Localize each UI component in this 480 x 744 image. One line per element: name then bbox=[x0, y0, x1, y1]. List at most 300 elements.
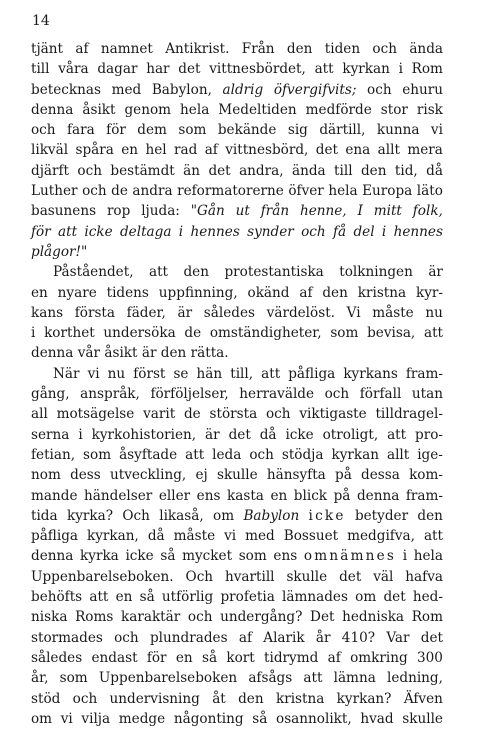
word: bevisa, bbox=[367, 325, 416, 342]
word: och bbox=[31, 122, 56, 139]
word: niska bbox=[31, 609, 68, 626]
word: omständigheter, bbox=[209, 325, 322, 342]
word: stöd bbox=[31, 690, 61, 707]
word: öfver bbox=[288, 183, 324, 200]
word: "Gån bbox=[190, 203, 225, 220]
word: år, bbox=[31, 670, 49, 687]
word: fäder, bbox=[126, 304, 166, 321]
word: vittnesbörd, bbox=[225, 142, 309, 159]
word: fara bbox=[66, 122, 95, 139]
word: rätta. bbox=[190, 345, 229, 362]
word: och bbox=[372, 41, 397, 57]
word: och bbox=[82, 183, 107, 200]
word: Babylon, bbox=[151, 81, 212, 98]
word: ens bbox=[196, 487, 221, 504]
word: Alarik bbox=[263, 629, 305, 646]
word: och bbox=[77, 162, 102, 179]
word: rop bbox=[106, 203, 131, 220]
word: tilldragel- bbox=[375, 406, 443, 423]
word: osannolikt, bbox=[276, 710, 352, 727]
word: påfliga bbox=[31, 528, 79, 545]
word: utan bbox=[411, 386, 443, 403]
word: det bbox=[178, 61, 201, 78]
word: kyrkan, bbox=[87, 528, 139, 545]
word: att bbox=[423, 325, 443, 342]
word: sig bbox=[287, 122, 308, 139]
word: lämnades bbox=[282, 589, 348, 606]
word: denna bbox=[356, 487, 400, 504]
word: basunens bbox=[31, 203, 97, 220]
word: någonting bbox=[173, 710, 244, 727]
word: blick bbox=[293, 487, 328, 504]
word: händelser bbox=[84, 487, 153, 504]
word: nom bbox=[31, 467, 61, 484]
word: andra bbox=[132, 183, 173, 200]
word: Uppenbarelseboken. bbox=[31, 568, 174, 585]
text-line bbox=[31, 364, 443, 384]
word: risk bbox=[416, 101, 443, 118]
text-line bbox=[31, 425, 443, 445]
word: tiden bbox=[324, 41, 361, 57]
word: all bbox=[31, 406, 48, 423]
word: af bbox=[238, 629, 252, 646]
word: folk, bbox=[412, 203, 443, 220]
word: motsägelse bbox=[56, 406, 135, 423]
text-line bbox=[31, 668, 443, 688]
word: väl bbox=[373, 568, 394, 585]
word: hän bbox=[196, 365, 223, 382]
word: vi bbox=[224, 528, 237, 545]
word: och bbox=[265, 406, 291, 423]
word: Rom bbox=[411, 61, 443, 78]
word: så bbox=[201, 649, 218, 666]
word: skulle bbox=[402, 710, 443, 727]
text-line bbox=[31, 181, 443, 201]
word: och bbox=[367, 81, 392, 98]
word: Roms bbox=[75, 609, 114, 626]
word: plundrades bbox=[149, 629, 228, 646]
word: åt bbox=[212, 690, 226, 707]
word: tida bbox=[31, 507, 58, 524]
word: 410? bbox=[341, 629, 376, 646]
word: Europa bbox=[362, 183, 413, 200]
word: läto bbox=[416, 183, 443, 200]
word: viktigaste bbox=[299, 406, 367, 423]
word: undervisning bbox=[109, 690, 200, 707]
text-line bbox=[31, 201, 443, 221]
text-line bbox=[31, 222, 443, 242]
word: allt bbox=[377, 142, 400, 159]
text-line bbox=[31, 506, 443, 526]
text-line bbox=[31, 465, 443, 485]
word: i bbox=[178, 223, 184, 240]
word: mera bbox=[407, 142, 443, 159]
word: vår bbox=[77, 345, 101, 362]
word: den bbox=[183, 264, 209, 281]
word: Var bbox=[386, 629, 410, 646]
word: kyr- bbox=[415, 284, 443, 301]
word: eller bbox=[158, 487, 191, 504]
word: Det bbox=[310, 609, 335, 626]
word: Och bbox=[122, 507, 150, 524]
word: en bbox=[270, 487, 288, 504]
word: behöfts bbox=[31, 589, 83, 606]
word: det bbox=[228, 426, 251, 443]
word: om bbox=[213, 507, 235, 524]
word: undersöka bbox=[103, 325, 176, 342]
word: med bbox=[111, 81, 142, 98]
word: kyrka? bbox=[66, 507, 114, 524]
word: ens bbox=[273, 548, 298, 565]
word: och bbox=[301, 223, 326, 240]
word: är bbox=[428, 264, 443, 281]
word: vi bbox=[60, 710, 73, 727]
text-line bbox=[31, 689, 443, 709]
word: icke bbox=[84, 223, 113, 240]
word: Från bbox=[241, 41, 275, 57]
word: och bbox=[72, 690, 98, 707]
word: dessa bbox=[361, 467, 400, 484]
word: således bbox=[31, 649, 83, 666]
word: åsikt bbox=[104, 345, 138, 362]
word: stödja bbox=[281, 446, 324, 463]
word: kristna bbox=[357, 284, 407, 301]
word: det bbox=[383, 589, 406, 606]
word: förfall bbox=[359, 386, 402, 403]
word: största bbox=[209, 406, 258, 423]
word: och bbox=[187, 609, 213, 626]
word: ige- bbox=[417, 446, 443, 463]
word: rad bbox=[174, 142, 198, 159]
word: de bbox=[183, 406, 201, 423]
text-line bbox=[31, 323, 443, 343]
word: är bbox=[177, 304, 193, 321]
word: att bbox=[89, 589, 109, 606]
word: herravälde bbox=[239, 386, 315, 403]
word: varit bbox=[143, 406, 176, 423]
word: måste bbox=[173, 528, 216, 545]
word: hennes bbox=[393, 223, 443, 240]
word: det bbox=[208, 162, 231, 179]
word: som bbox=[238, 548, 267, 565]
word: och bbox=[249, 446, 274, 463]
word: aldrig bbox=[222, 81, 264, 98]
word: kyrkohistorien, bbox=[91, 426, 197, 443]
word: fram- bbox=[405, 365, 443, 382]
word: att bbox=[261, 365, 281, 382]
word: synder bbox=[247, 223, 294, 240]
word: denna bbox=[31, 101, 74, 118]
word: reformatorerne bbox=[177, 183, 284, 200]
word: få bbox=[333, 223, 347, 240]
word: den bbox=[417, 507, 443, 524]
word: dem bbox=[137, 122, 167, 139]
word: protestantiska bbox=[224, 264, 324, 281]
word: och bbox=[114, 629, 139, 646]
word: vilja bbox=[81, 710, 111, 727]
word: och bbox=[324, 386, 350, 403]
text-line bbox=[31, 283, 443, 303]
word: de bbox=[111, 183, 128, 200]
word: bestämdt bbox=[110, 162, 175, 179]
word: som bbox=[59, 670, 88, 687]
word: så bbox=[139, 589, 155, 606]
word: medgifva, bbox=[347, 528, 415, 545]
word: karaktär bbox=[121, 609, 181, 626]
word: kyrkans bbox=[343, 365, 398, 382]
word: denna bbox=[31, 548, 74, 565]
word: till, bbox=[230, 365, 254, 382]
word: våra bbox=[58, 61, 89, 78]
text-line bbox=[31, 607, 443, 627]
word: i bbox=[78, 426, 83, 443]
word: så bbox=[160, 548, 176, 565]
word: andra, bbox=[239, 162, 284, 179]
word: att bbox=[423, 528, 443, 545]
word: hvad bbox=[360, 710, 394, 727]
word: vi bbox=[430, 122, 443, 139]
word: den bbox=[322, 284, 348, 301]
text-line bbox=[31, 445, 443, 465]
word: del bbox=[353, 223, 375, 240]
word: nu bbox=[425, 304, 443, 321]
word: som bbox=[330, 325, 359, 342]
word: är bbox=[141, 345, 157, 362]
word: mycket bbox=[182, 548, 233, 565]
text-line bbox=[31, 648, 443, 668]
word: att bbox=[148, 264, 169, 281]
word: betecknas bbox=[31, 81, 101, 98]
text-line bbox=[31, 303, 443, 323]
word: som bbox=[178, 122, 207, 139]
word: serna bbox=[31, 426, 70, 443]
word: i bbox=[381, 223, 387, 240]
word: ledning, bbox=[386, 670, 443, 687]
text-line bbox=[31, 242, 443, 262]
word: vi bbox=[87, 365, 100, 382]
word: tidrymd bbox=[264, 649, 319, 666]
text-line bbox=[31, 161, 443, 181]
page-text bbox=[31, 39, 443, 729]
word: af bbox=[327, 649, 341, 666]
word: afsågs bbox=[248, 670, 293, 687]
word: har bbox=[146, 61, 170, 78]
word: omnämnes bbox=[303, 548, 397, 565]
word: kom- bbox=[409, 467, 443, 484]
word: värdelöst. bbox=[266, 304, 335, 321]
word: Äfven bbox=[403, 690, 443, 707]
word: i bbox=[398, 61, 403, 78]
word: namnet bbox=[100, 41, 153, 57]
word: 300 bbox=[417, 649, 443, 666]
word: nyare bbox=[57, 284, 97, 301]
word: pro- bbox=[415, 426, 443, 443]
word: en bbox=[121, 142, 139, 159]
word: således bbox=[203, 304, 255, 321]
word: en bbox=[115, 589, 133, 606]
word: hela bbox=[328, 183, 358, 200]
word: Bossuet bbox=[283, 528, 339, 545]
word: Påståendet, bbox=[53, 264, 134, 281]
word: korthet bbox=[44, 325, 95, 342]
word: öfvergifvits; bbox=[273, 81, 357, 98]
word: den bbox=[160, 345, 187, 362]
word: om bbox=[355, 589, 377, 606]
word: betyder bbox=[354, 507, 409, 524]
word: ända bbox=[409, 41, 443, 57]
word: omkring bbox=[350, 649, 408, 666]
word: vittnesbördet, bbox=[209, 61, 306, 78]
word: fram- bbox=[405, 487, 443, 504]
word: genom bbox=[124, 101, 172, 118]
word: tolkningen bbox=[339, 264, 413, 281]
text-line bbox=[31, 262, 443, 282]
word: leda bbox=[212, 446, 242, 463]
word: kyrkan bbox=[331, 446, 379, 463]
word: då bbox=[426, 162, 443, 179]
text-line bbox=[31, 59, 443, 79]
word: den bbox=[238, 690, 264, 707]
word: att bbox=[314, 61, 334, 78]
word: ut bbox=[235, 203, 250, 220]
word: denna bbox=[31, 345, 74, 362]
word: ej bbox=[195, 467, 208, 484]
word: på bbox=[333, 487, 351, 504]
word: ena bbox=[345, 142, 371, 159]
word: det bbox=[339, 568, 362, 585]
word: Och bbox=[185, 568, 214, 585]
text-line bbox=[31, 39, 443, 59]
word: se bbox=[173, 365, 189, 382]
word: därtill, bbox=[319, 122, 366, 139]
word: Antikrist. bbox=[165, 41, 230, 57]
word: I bbox=[357, 203, 363, 220]
word: med bbox=[245, 528, 275, 545]
word: plågor!" bbox=[31, 243, 88, 260]
word: otroligt, bbox=[322, 426, 379, 443]
word: undergång? bbox=[220, 609, 303, 626]
word: hafva bbox=[405, 568, 443, 585]
text-line bbox=[31, 343, 443, 363]
word: kans bbox=[31, 304, 64, 321]
word: för bbox=[106, 122, 126, 139]
word: af bbox=[299, 284, 313, 301]
word: Rom bbox=[411, 609, 443, 626]
word: en bbox=[31, 284, 48, 301]
word: Medeltiden bbox=[218, 101, 297, 118]
word: på bbox=[335, 467, 352, 484]
word: kort bbox=[226, 649, 255, 666]
word: tidens bbox=[106, 284, 149, 301]
word: icke bbox=[308, 507, 346, 524]
word: gång, bbox=[31, 386, 70, 403]
word: kristna bbox=[275, 690, 325, 707]
word: allt bbox=[386, 446, 410, 463]
word: af bbox=[75, 41, 89, 57]
text-line bbox=[31, 404, 443, 424]
word: profetia bbox=[220, 589, 275, 606]
word: att bbox=[58, 223, 78, 240]
text-line bbox=[31, 120, 443, 140]
word: hela bbox=[413, 548, 443, 565]
word: de bbox=[184, 325, 202, 342]
word: den bbox=[286, 41, 313, 57]
word: kyrka bbox=[80, 548, 119, 565]
word: stormades bbox=[31, 629, 103, 646]
word: dagar bbox=[97, 61, 138, 78]
word: likväl bbox=[31, 142, 69, 159]
word: så bbox=[252, 710, 268, 727]
word: måste bbox=[372, 304, 414, 321]
word: tid, bbox=[394, 162, 418, 179]
word: mitt bbox=[373, 203, 402, 220]
word: spåra bbox=[75, 142, 114, 159]
word: ljuda: bbox=[141, 203, 180, 220]
word: i bbox=[402, 548, 408, 565]
word: första bbox=[74, 304, 115, 321]
word: medförde bbox=[305, 101, 372, 118]
word: Uppenbarelseboken bbox=[98, 670, 238, 687]
word: okänd bbox=[247, 284, 290, 301]
word: skulle bbox=[286, 568, 328, 585]
text-line bbox=[31, 486, 443, 506]
word: kyrkan? bbox=[336, 690, 392, 707]
word: det bbox=[315, 142, 338, 159]
word: hel bbox=[145, 142, 167, 159]
word: henne, bbox=[299, 203, 347, 220]
word: stor bbox=[380, 101, 408, 118]
word: bekände bbox=[217, 122, 277, 139]
word: utveckling, bbox=[109, 467, 187, 484]
word: förföljelser, bbox=[150, 386, 229, 403]
word: att bbox=[185, 446, 205, 463]
word: om bbox=[31, 710, 53, 727]
text-line bbox=[31, 628, 443, 648]
word: kunna bbox=[376, 122, 420, 139]
text-line bbox=[31, 546, 443, 566]
page-number: 14 bbox=[32, 13, 50, 29]
text-line bbox=[31, 567, 443, 587]
word: påfliga bbox=[288, 365, 336, 382]
word: då bbox=[259, 426, 277, 443]
word: till bbox=[334, 162, 353, 179]
text-line bbox=[31, 140, 443, 160]
word: utförlig bbox=[161, 589, 214, 606]
word: i bbox=[31, 325, 36, 342]
word: en bbox=[175, 649, 193, 666]
text-line bbox=[31, 384, 443, 404]
word: skulle bbox=[216, 467, 258, 484]
word: först bbox=[133, 365, 166, 382]
word: deltaga bbox=[119, 223, 172, 240]
word: för bbox=[31, 223, 51, 240]
text-line bbox=[31, 587, 443, 607]
word: är bbox=[205, 426, 220, 443]
word: djärft bbox=[31, 162, 70, 179]
word: icke bbox=[285, 426, 314, 443]
word: än bbox=[183, 162, 201, 179]
word: för bbox=[146, 649, 167, 666]
text-line bbox=[31, 526, 443, 546]
word: ända bbox=[291, 162, 326, 179]
word: När bbox=[53, 365, 80, 382]
word: kasta bbox=[227, 487, 264, 504]
word: som bbox=[83, 446, 112, 463]
word: fetian, bbox=[31, 446, 76, 463]
text-line bbox=[31, 100, 443, 120]
word: endast bbox=[91, 649, 138, 666]
word: till bbox=[31, 61, 50, 78]
